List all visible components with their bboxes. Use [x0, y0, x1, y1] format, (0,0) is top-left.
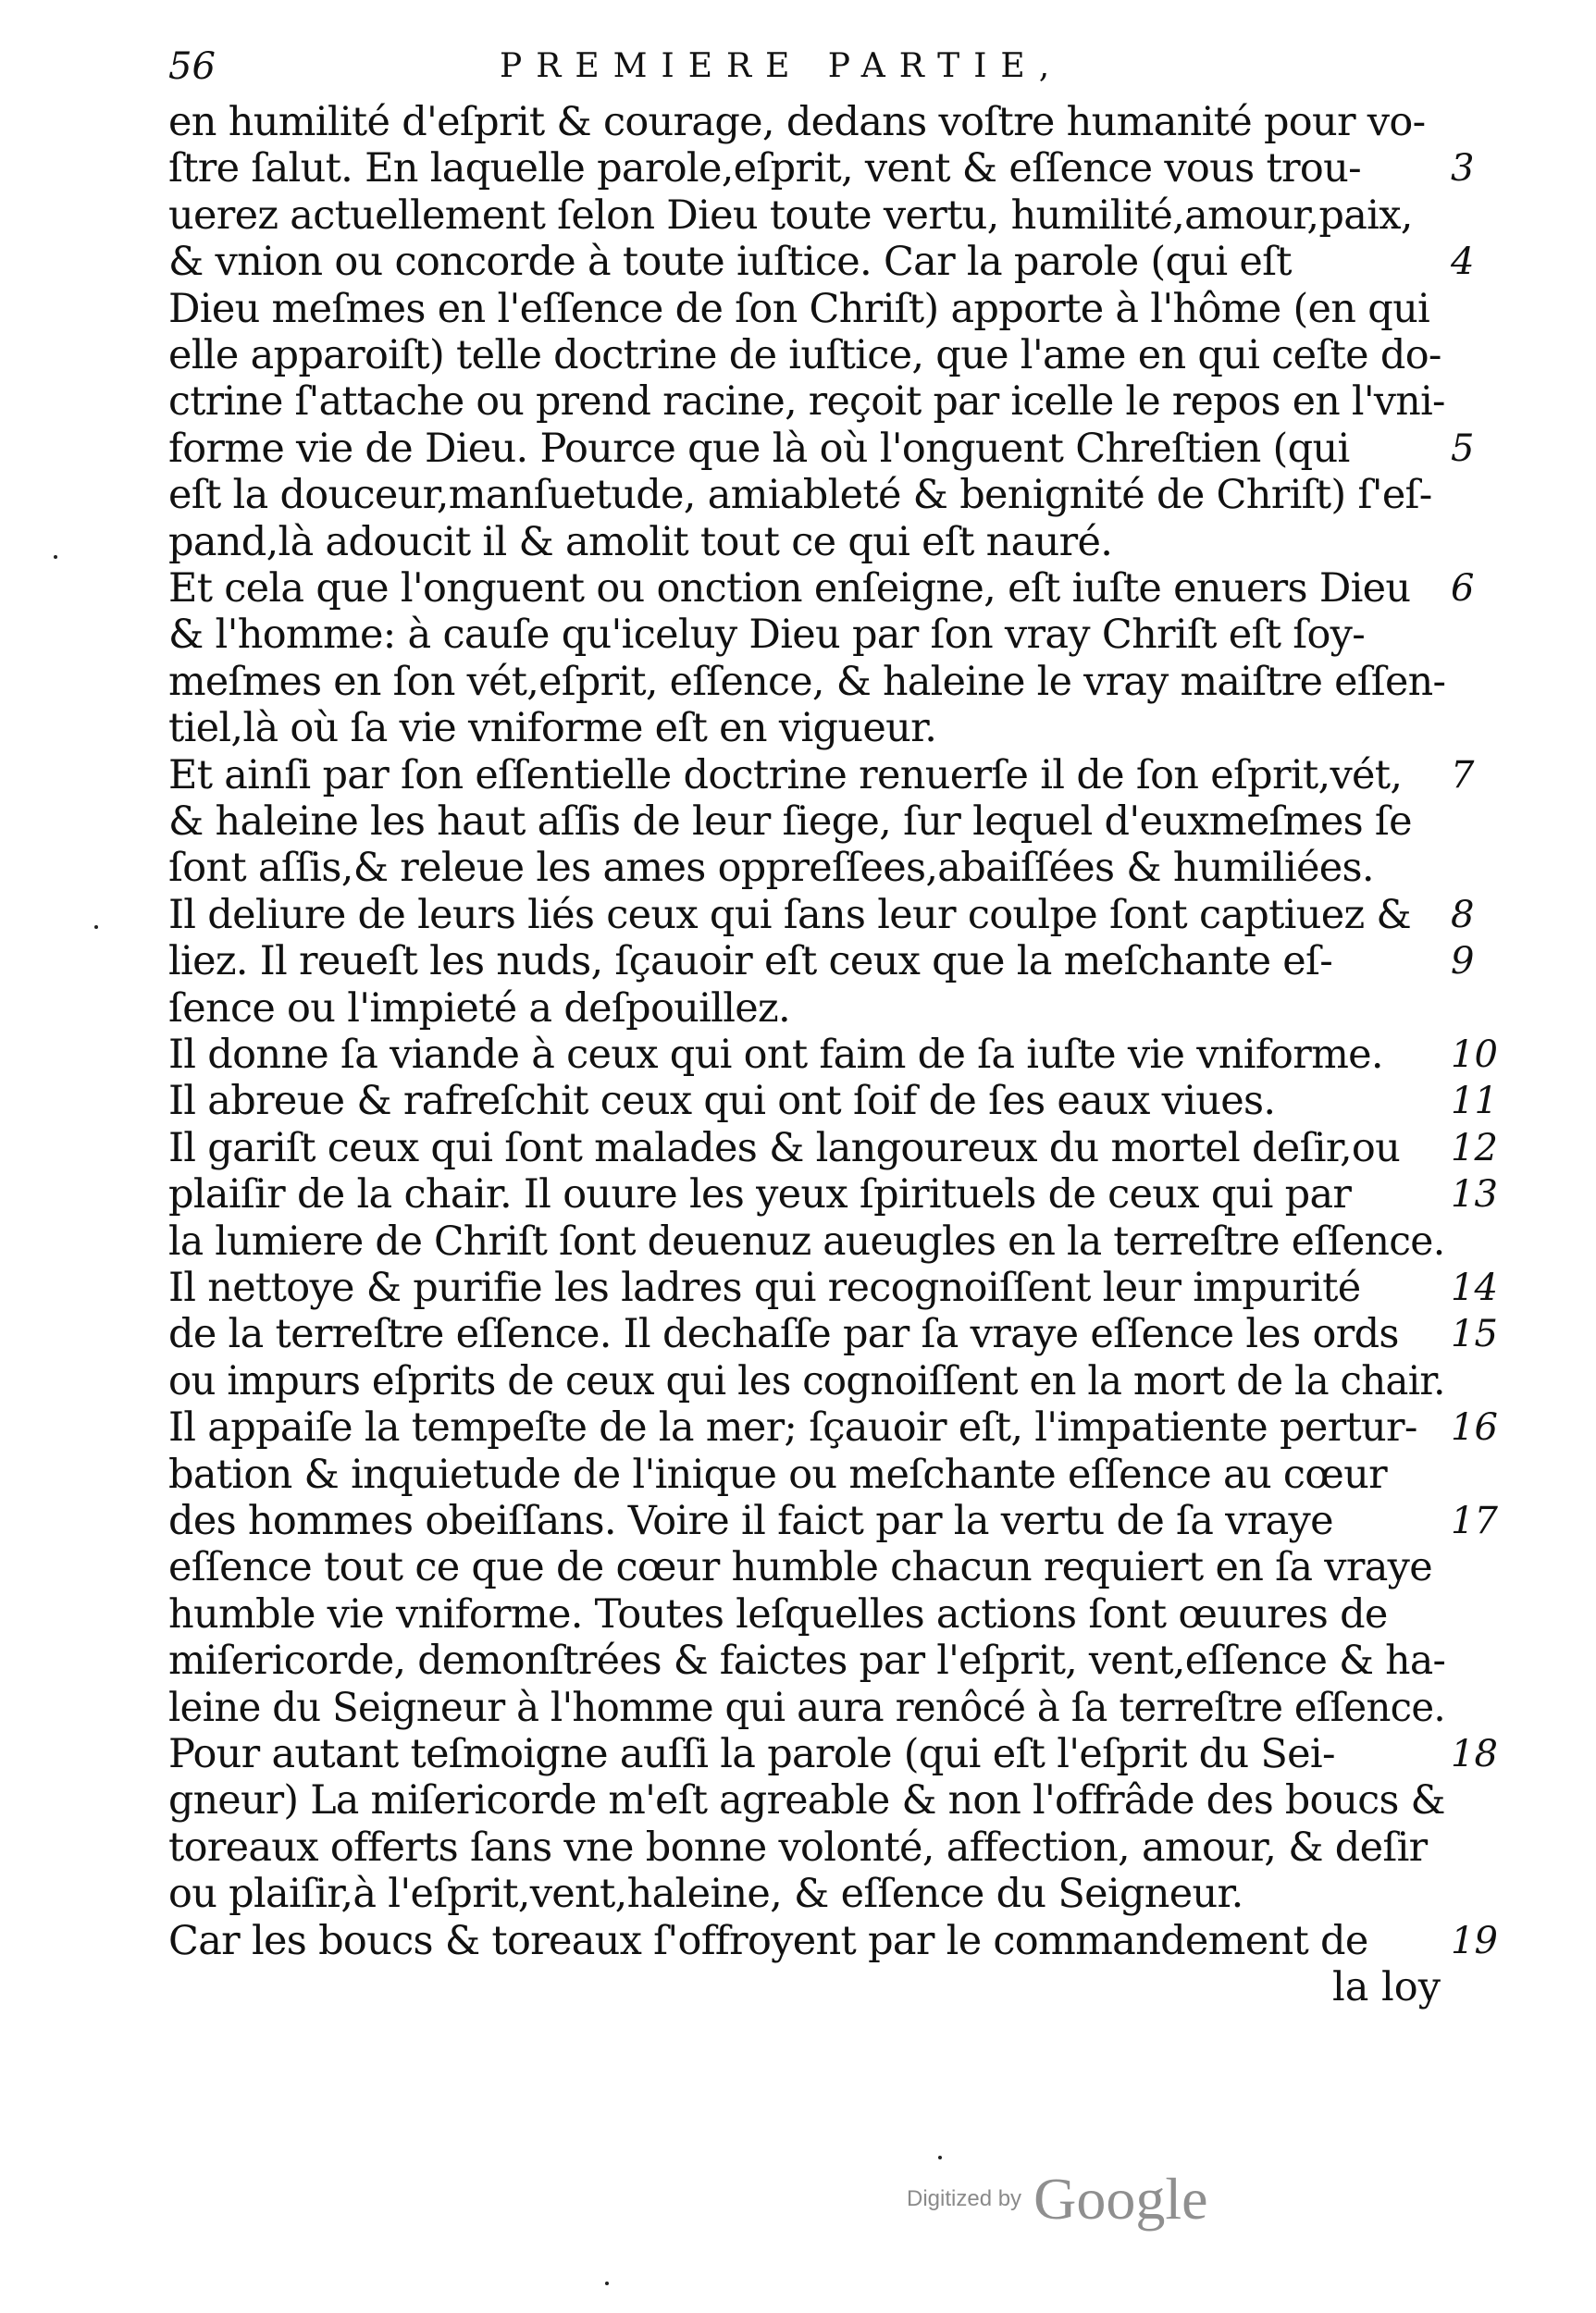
- text-line: bation & inquietude de l'inique ou meſchante eſſence au cœur: [168, 1451, 1387, 1498]
- text-line: Et ainſi par ſon eſſentielle doctrine renuerſe il de ſon eſprit,vét,: [168, 751, 1403, 798]
- text-line: & vnion ou concorde à toute iuſtice. Car la parole (qui eſt: [168, 239, 1292, 286]
- text-line: pand,là adoucit il & amolit tout ce qui eſt nauré.: [168, 518, 1113, 565]
- verse-number: 19: [1451, 1919, 1498, 1962]
- verse-number: 4: [1451, 241, 1475, 284]
- verse-number: 11: [1451, 1080, 1498, 1123]
- verse-number: 16: [1451, 1406, 1498, 1450]
- running-title: PREMIERE PARTIE,: [500, 47, 1064, 85]
- verse-number: 15: [1451, 1313, 1498, 1356]
- text-line: la lumiere de Chriſt ſont deuenuz aueugles en la terreſtre eſſence.: [168, 1218, 1445, 1265]
- verse-number: 18: [1451, 1733, 1498, 1775]
- text-line: ſtre ſalut. En laquelle parole,eſprit, vent & eſſence vous trou-: [168, 145, 1361, 192]
- text-line: ou plaiſir,à l'eſprit,vent,haleine, & eſſence du Seigneur.: [168, 1871, 1243, 1918]
- text-line: eſſence tout ce que de cœur humble chacun requiert en ſa vraye: [168, 1544, 1433, 1591]
- text-line: tiel,là où ſa vie vniforme eſt en vigueur.: [168, 705, 937, 752]
- text-line: & l'homme: à cauſe qu'iceluy Dieu par ſon vray Chriſt eſt ſoy-: [168, 612, 1366, 659]
- verse-number: 10: [1451, 1033, 1498, 1076]
- text-line: gneur) La miſericorde m'eſt agreable & non l'offrâde des boucs &: [168, 1777, 1445, 1824]
- catchword: la loy: [1332, 1964, 1441, 2010]
- text-line: Il appaiſe la tempeſte de la mer; ſçauoir eſt, l'impatiente pertur-: [168, 1404, 1417, 1452]
- text-line: en humilité d'eſprit & courage, dedans voſtre humanité pour vo-: [168, 99, 1426, 145]
- text-line: leine du Seigneur à l'homme qui aura renôcé à ſa terreſtre eſſence.: [168, 1684, 1446, 1731]
- text-line: Il nettoye & purifie les ladres qui recognoiſſent leur impurité: [168, 1265, 1361, 1311]
- verse-number: 13: [1451, 1173, 1498, 1217]
- text-line: Il abreue & rafreſchit ceux qui ont ſoif de ſes eaux viues.: [168, 1078, 1276, 1125]
- verse-number: 8: [1451, 893, 1475, 936]
- text-line: des hommes obeiſſans. Voire il faict par la vertu de ſa vraye: [168, 1498, 1333, 1544]
- verse-number: 5: [1451, 427, 1475, 470]
- ink-speck: [605, 2282, 609, 2285]
- text-line: Il gariſt ceux qui ſont malades & langoureux du mortel deſir,ou: [168, 1124, 1401, 1171]
- text-line: meſmes en ſon vét,eſprit, eſſence, & haleine le vray maiſtre eſſen-: [168, 658, 1446, 705]
- digitized-label: Digitized by: [907, 2186, 1022, 2211]
- text-line: de la terreſtre eſſence. Il dechaſſe par ſa vraye eſſence les ords: [168, 1311, 1399, 1358]
- text-line: humble vie vniforme. Toutes leſquelles actions ſont œuures de: [168, 1590, 1388, 1638]
- text-line: elle apparoiſt) telle doctrine de iuſtice, que l'ame en qui ceſte do-: [168, 332, 1441, 378]
- verse-number: 6: [1451, 567, 1475, 610]
- text-line: Il deliure de leurs liés ceux qui ſans leur coulpe ſont captiuez &: [168, 891, 1411, 938]
- text-line: ctrine ſ'attache ou prend racine, reçoit par icelle le repos en l'vni-: [168, 378, 1445, 426]
- text-line: Car les boucs & toreaux ſ'offroyent par le commandement de: [168, 1917, 1368, 1964]
- brand-logo: Google: [1033, 2166, 1208, 2232]
- text-line: Dieu meſmes en l'eſſence de ſon Chriſt) apporte à l'hôme (en qui: [168, 285, 1430, 332]
- text-line: Pour autant teſmoigne auſſi la parole (qui eſt l'eſprit du Sei-: [168, 1731, 1335, 1777]
- text-line: ſence ou l'impieté a deſpouillez.: [168, 984, 790, 1032]
- text-line: miſericorde, demonſtrées & faictes par l'eſprit, vent,eſſence & ha-: [168, 1638, 1446, 1685]
- text-line: eſt la douceur,manſuetude, amiableté & benignité de Chriſt) ſ'eſ-: [168, 472, 1432, 519]
- text-line: forme vie de Dieu. Pource que là où l'onguent Chreſtien (qui: [168, 425, 1350, 472]
- verse-number: 3: [1451, 147, 1475, 191]
- text-line: Il donne ſa viande à ceux qui ont faim de ſa iuſte vie vniforme.: [168, 1032, 1383, 1078]
- text-line: & haleine les haut aſſis de leur ſiege, ſur lequel d'euxmeſmes ſe: [168, 798, 1412, 845]
- text-line: liez. Il reueſt les nuds, ſçauoir eſt ceux que la meſchante eſ-: [168, 938, 1333, 985]
- verse-number: 7: [1451, 753, 1475, 797]
- verse-number: 12: [1451, 1126, 1498, 1169]
- ink-speck: [938, 2156, 942, 2159]
- verse-number: 14: [1451, 1267, 1498, 1309]
- text-line: toreaux offerts ſans vne bonne volonté, affection, amour, & deſir: [168, 1824, 1428, 1871]
- text-line: ou impurs eſprits de ceux qui les cognoiſſent en la mort de la chair.: [168, 1357, 1445, 1404]
- text-line: ſont aſſis,& releue les ames oppreſſees,abaiſſées & humiliées.: [168, 845, 1374, 892]
- verse-number: 9: [1451, 940, 1475, 983]
- digitization-watermark: [907, 2165, 1208, 2239]
- text-line: Et cela que l'onguent ou onction enſeigne, eſt iuſte enuers Dieu: [168, 565, 1411, 612]
- verse-number: 17: [1451, 1500, 1498, 1542]
- text-line: plaiſir de la chair. Il ouure les yeux ſpirituels de ceux qui par: [168, 1171, 1352, 1218]
- page-number: 56: [168, 45, 216, 88]
- text-line: uerez actuellement ſelon Dieu toute vertu, humilité,amour,paix,: [168, 192, 1413, 239]
- ink-speck: [94, 925, 98, 929]
- ink-speck: [54, 555, 57, 559]
